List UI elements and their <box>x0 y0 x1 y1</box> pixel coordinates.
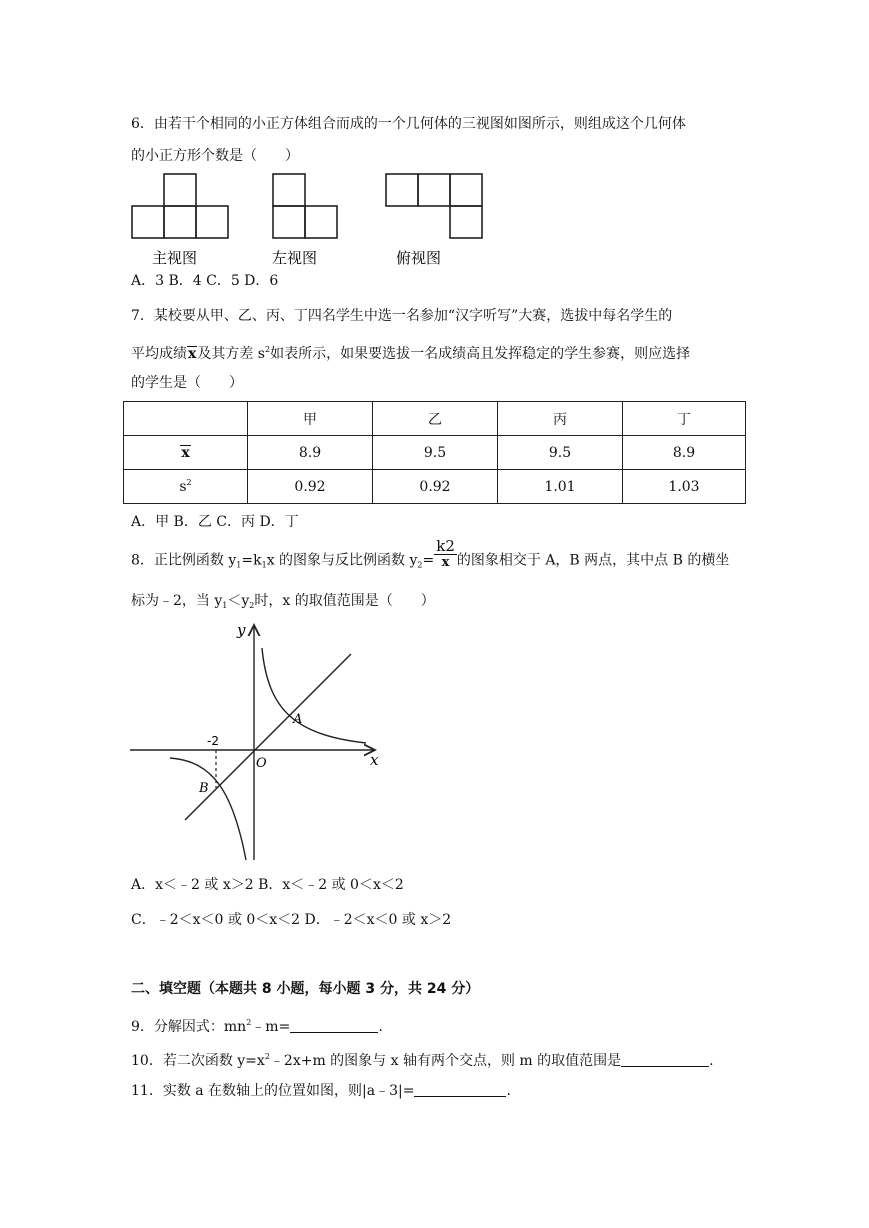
q6-stem-line2: 的小正方形个数是（ ） <box>131 148 299 164</box>
q8-options-ab: A．x＜﹣2 或 x＞2 B．x＜﹣2 或 0＜x＜2 <box>131 877 404 893</box>
q10-text: . <box>709 1053 714 1069</box>
table-cell: 1.03 <box>623 470 746 504</box>
top-view-label: 俯视图 <box>396 249 442 267</box>
q7-text: 及其方差 s <box>197 346 265 362</box>
x-axis-label: x <box>370 751 379 769</box>
q8-text: 标为﹣2，当 y <box>131 593 223 609</box>
fraction-numerator <box>434 538 457 555</box>
hyperbola-branch-q1 <box>262 648 366 743</box>
origin-label: O <box>256 756 267 771</box>
table-cell: 0.92 <box>248 470 373 504</box>
q11-answer-blank[interactable] <box>414 1082 506 1097</box>
table-cell: 0.92 <box>373 470 498 504</box>
table-cell: 乙 <box>373 402 498 436</box>
y-axis-label: y <box>237 621 246 639</box>
q7-stem-line1: 7．某校要从甲、乙、丙、丁四名学生中选一名参加“汉字听写”大赛，选拔中每名学生的 <box>131 308 673 324</box>
q6-stem-line1: 6．由若干个相同的小正方体组合而成的一个几何体的三视图如图所示，则组成这个几何体 <box>131 116 686 132</box>
table-cell: 甲 <box>248 402 373 436</box>
q10-text: 10．若二次函数 y=x <box>131 1053 265 1069</box>
fraction-denominator: x <box>441 555 450 570</box>
q8-text: 时，x 的取值范围是（ ） <box>254 593 435 609</box>
table-cell: 1.01 <box>498 470 623 504</box>
q8-text: = <box>422 552 435 569</box>
q8-options-cd: C．﹣2＜x＜0 或 0＜x＜2 D．﹣2＜x＜0 或 x＞2 <box>131 912 452 928</box>
table-cell: 8.9 <box>623 436 746 470</box>
superscript: 2 <box>246 1018 252 1027</box>
subscript: 1 <box>236 560 242 570</box>
q8-stem-line2 <box>131 591 435 616</box>
q11-text: 11．实数 a 在数轴上的位置如图，则|a﹣3|= <box>131 1083 415 1099</box>
point-a-label: A <box>293 712 303 727</box>
tick-label-neg2: -2 <box>207 734 219 748</box>
numerator-sub: 2 <box>445 537 455 555</box>
table-cell: 8.9 <box>248 436 373 470</box>
numerator-k: k <box>436 537 446 555</box>
q7-stem-line2 <box>131 340 690 364</box>
variance-label-cell <box>124 470 248 504</box>
q7-text: 平均成绩 <box>131 346 187 362</box>
left-view <box>273 174 337 238</box>
table-cell: 9.5 <box>373 436 498 470</box>
subscript: 2 <box>417 560 423 570</box>
point-b-label: B <box>199 781 209 796</box>
x-bar-symbol: x <box>188 346 197 362</box>
score-table <box>123 401 746 504</box>
q9-text: 9．分解因式：mn <box>131 1019 247 1035</box>
q10-answer-blank[interactable] <box>621 1052 709 1067</box>
q9-text: . <box>378 1019 383 1035</box>
q8-text: 的图象相交于 A，B 两点，其中点 B 的横坐 <box>456 552 730 569</box>
hyperbola-branch-q3 <box>170 758 246 860</box>
q6-options: A．3 B．4 C．5 D．6 <box>131 273 279 289</box>
q8-stem-line1 <box>131 537 730 576</box>
q7-options: A．甲 B．乙 C．丙 D．丁 <box>131 514 299 530</box>
left-view-label: 左视图 <box>272 249 318 267</box>
variance-symbol: s <box>179 479 187 495</box>
x-bar-symbol: x <box>181 444 190 461</box>
three-views-figure <box>125 168 485 270</box>
q10 <box>131 1047 714 1071</box>
table-cell: 丁 <box>623 402 746 436</box>
q7-text: 如表所示，如果要选拔一名成绩高且发挥稳定的学生参赛，则应选择 <box>270 346 691 362</box>
table-cell: 9.5 <box>498 436 623 470</box>
table-cell <box>124 402 248 436</box>
top-view <box>386 174 482 238</box>
table-header-row <box>124 402 746 436</box>
table-row <box>124 436 746 470</box>
q10-text: ﹣2x+m 的图象与 x 轴有两个交点，则 m 的取值范围是 <box>269 1053 622 1069</box>
q9-text: ﹣m= <box>251 1019 291 1035</box>
front-view <box>132 174 228 238</box>
section-heading: 二、填空题（本题共 8 小题，每小题 3 分，共 24 分） <box>131 981 480 997</box>
front-view-label: 主视图 <box>152 249 198 267</box>
q8-text: x 的图象与反比例函数 y <box>266 552 418 569</box>
q7-stem-line3: 的学生是（ ） <box>131 375 243 391</box>
subscript: 1 <box>261 560 267 570</box>
superscript: 2 <box>265 345 271 354</box>
function-graph <box>125 617 390 865</box>
q11 <box>131 1081 511 1101</box>
fraction-k2-over-x <box>434 538 457 571</box>
q8-text: ＜y <box>227 593 250 609</box>
q11-text: . <box>506 1083 511 1099</box>
q8-text: 8．正比例函数 y <box>131 552 237 569</box>
subscript: 1 <box>222 601 228 610</box>
q9 <box>131 1013 383 1037</box>
table-row <box>124 470 746 504</box>
q8-text: =k <box>241 552 262 569</box>
mean-label-cell <box>124 436 248 470</box>
q9-answer-blank[interactable] <box>290 1018 378 1033</box>
subscript: 2 <box>249 601 255 610</box>
table-cell: 丙 <box>498 402 623 436</box>
superscript: 2 <box>186 478 192 487</box>
superscript: 2 <box>264 1052 270 1061</box>
